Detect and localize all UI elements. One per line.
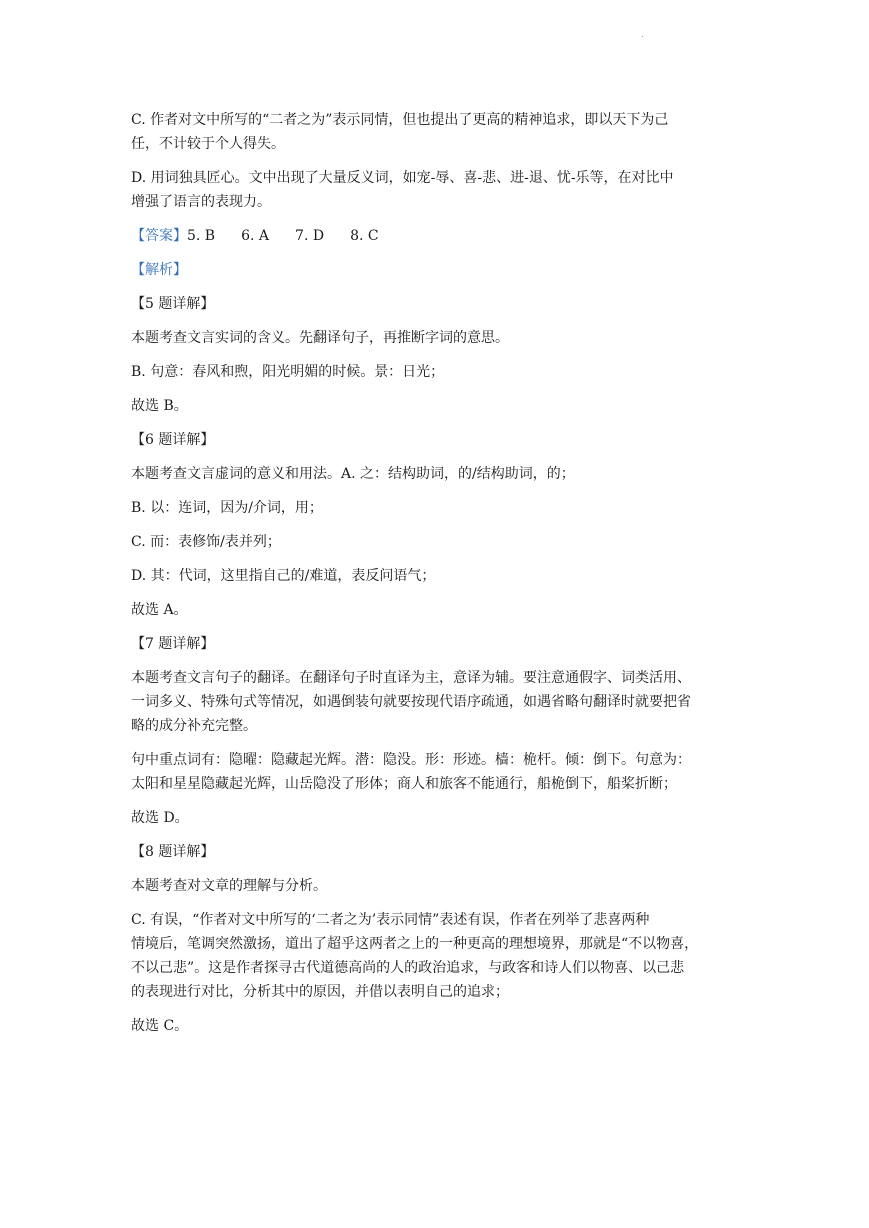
answer-label: 【答案】 (131, 228, 187, 244)
text-line: 增强了语言的表现力。 (131, 194, 271, 210)
analysis-sections (131, 292, 751, 1038)
section-paragraph (131, 598, 751, 622)
text-line: 本题考查对文章的理解与分析。 (131, 878, 327, 894)
text-line: C. 有误，“作者对文中所写的‘二者之为’表示同情”表述有误，作者在列举了悲喜两种 (131, 912, 650, 928)
answer-item: 6. A (241, 228, 270, 244)
text-line: 故选 D。 (131, 810, 189, 826)
section-heading: 【7 题详解】 (131, 636, 215, 652)
section-paragraph (131, 462, 751, 486)
section-paragraph (131, 666, 751, 738)
text-line: 故选 A。 (131, 602, 188, 618)
section-paragraph (131, 564, 751, 588)
section-paragraph (131, 1014, 751, 1038)
text-line: D. 其：代词，这里指自己的/难道，表反问语气； (131, 568, 436, 584)
text-line: 情境后，笔调突然激扬，道出了超乎这两者之上的一种更高的理想境界，那就是“不以物喜， (131, 936, 699, 952)
option-paragraph (131, 108, 751, 156)
section-paragraph (131, 806, 751, 830)
text-line: 的表现进行对比，分析其中的原因，并借以表明自己的追求； (131, 984, 509, 1000)
section-paragraph (131, 326, 751, 350)
text-line: C. 而：表修饰/表并列； (131, 534, 281, 550)
section-paragraph (131, 530, 751, 554)
text-line: 本题考查文言句子的翻译。在翻译句子时直译为主，意译为辅。要注意通假字、词类活用、 (131, 670, 691, 686)
answer-items (187, 228, 379, 244)
text-line: B. 句意：春风和煦，阳光明媚的时候。景：日光； (131, 364, 445, 380)
option-paragraph (131, 166, 751, 214)
section-paragraph (131, 908, 751, 1004)
answer-line (131, 224, 751, 248)
section-heading: 【6 题详解】 (131, 432, 215, 448)
option-list (131, 108, 751, 214)
text-line: 略的成分补充完整。 (131, 718, 257, 734)
answer-item: 8. C (350, 228, 379, 244)
section-heading: 【8 题详解】 (131, 844, 215, 860)
text-line: B. 以：连词，因为/介词，用； (131, 500, 323, 516)
answer-item: 5. B (187, 228, 216, 244)
text-line: 故选 C。 (131, 1018, 189, 1034)
text-line: 太阳和星星隐藏起光辉，山岳隐没了形体；商人和旅客不能通行，船桅倒下，船桨折断； (131, 776, 677, 792)
section-paragraph (131, 496, 751, 520)
section-heading: 【5 题详解】 (131, 296, 215, 312)
analysis-label: 【解析】 (131, 262, 187, 278)
text-line: 故选 B。 (131, 398, 188, 414)
section-paragraph (131, 874, 751, 898)
text-line: 任，不计较于个人得失。 (131, 136, 285, 152)
text-line: 一词多义、特殊句式等情况，如遇倒装句就要按现代语序疏通，如遇省略句翻译时就要把省 (131, 694, 691, 710)
section-paragraph (131, 394, 751, 418)
text-line: 不以己悲”。这是作者探寻古代道德高尚的人的政治追求，与政客和诗人们以物喜、以己悲 (131, 960, 685, 976)
answer-item: 7. D (295, 228, 325, 244)
text-line: C. 作者对文中所写的“二者之为”表示同情，但也提出了更高的精神追求，即以天下为己 (131, 112, 669, 128)
text-line: 本题考查文言实词的含义。先翻译句子，再推断字词的意思。 (131, 330, 509, 346)
page-marker: . (641, 30, 644, 39)
document-body (131, 108, 751, 1048)
text-line: 本题考查文言虚词的意义和用法。A. 之：结构助词，的/结构助词，的； (131, 466, 575, 482)
text-line: 句中重点词有：隐曜：隐藏起光辉。潜：隐没。形：形迹。樯：桅杆。倾：倒下。句意为： (131, 752, 691, 768)
section-paragraph (131, 748, 751, 796)
text-line: D. 用词独具匠心。文中出现了大量反义词，如宠-辱、喜-悲、进-退、忧-乐等，在对比中 (131, 170, 674, 186)
section-paragraph (131, 360, 751, 384)
